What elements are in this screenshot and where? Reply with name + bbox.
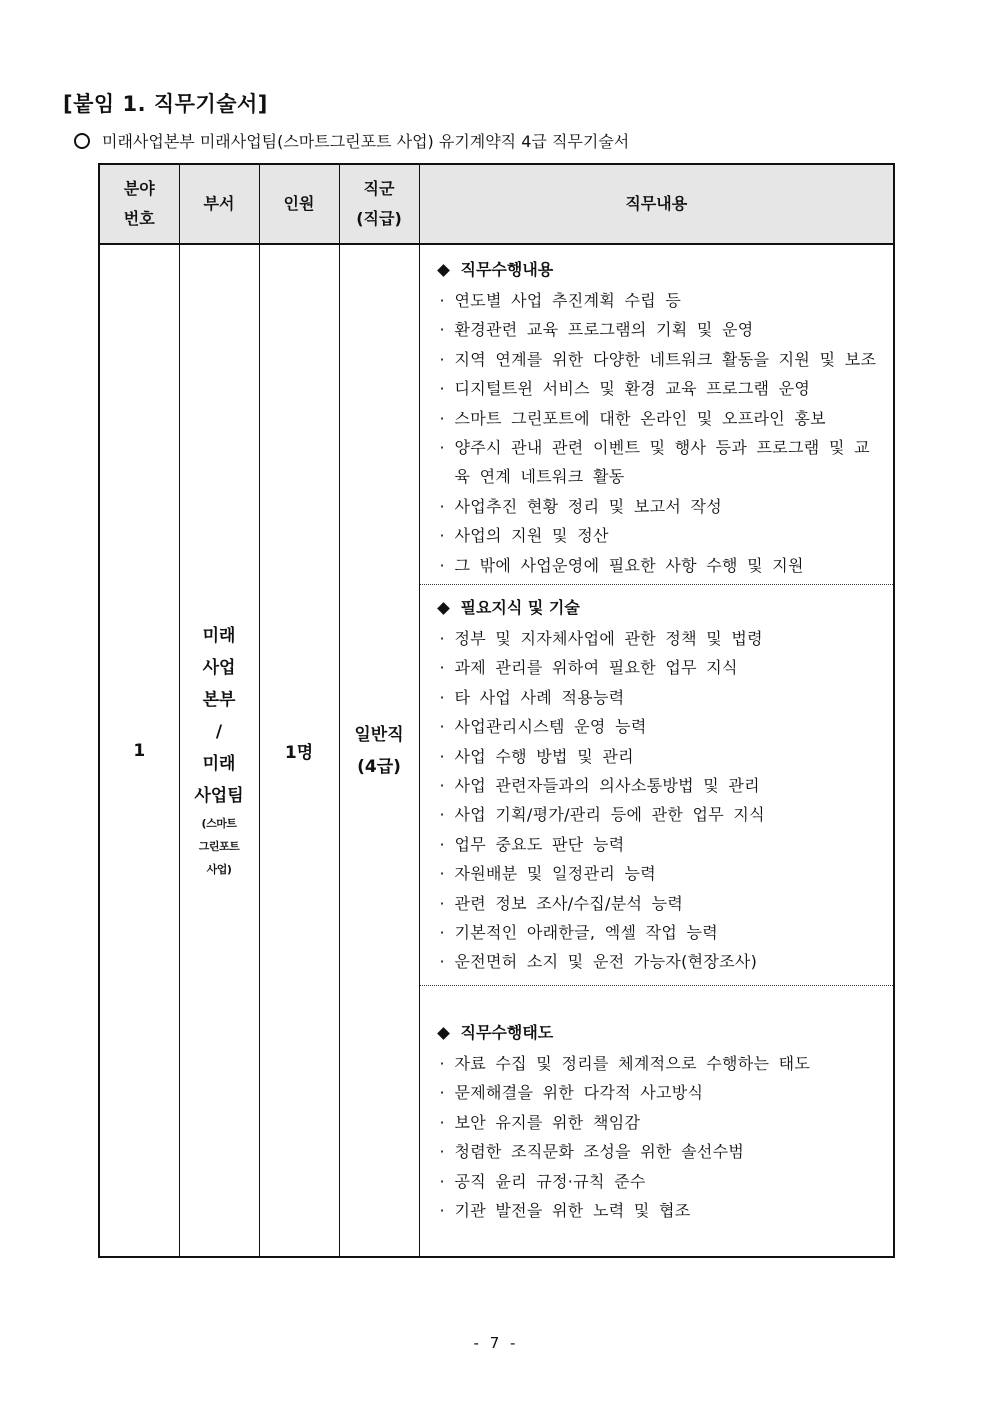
list-item-text: 자원배분 및 일정관리 능력 <box>454 864 656 884</box>
header-rank-line1: 직군 <box>363 179 395 198</box>
bullet-dot: · <box>439 1112 445 1132</box>
list-item <box>436 771 884 800</box>
department-line: 사업 <box>202 658 236 678</box>
header-rank-line2: (직급) <box>356 209 402 228</box>
bullet-dot: · <box>439 438 445 458</box>
list-item <box>436 492 884 521</box>
list-item <box>436 1078 884 1107</box>
list-item <box>436 712 884 741</box>
list-item <box>436 859 884 888</box>
bullet-dot: · <box>439 320 445 340</box>
document-title: [붙임 1. 직무기술서] <box>63 92 268 116</box>
bullet-dot: · <box>439 952 445 972</box>
bullet-dot: · <box>439 629 445 648</box>
department-line: / <box>215 722 223 742</box>
section-heading <box>436 596 884 620</box>
section-work-attitude <box>420 986 894 1256</box>
list-item <box>436 947 884 976</box>
header-field-number-line1: 분야 <box>123 179 155 198</box>
list-item <box>436 683 884 712</box>
list-item-text: 사업의 지원 및 정산 <box>454 526 609 546</box>
list-item-text: 보안 유지를 위한 책임감 <box>454 1112 641 1132</box>
field-number-cell: 1 <box>99 244 179 1257</box>
department-line: 미래 <box>202 626 236 646</box>
diamond-icon <box>437 264 450 277</box>
bullet-dot: · <box>439 555 445 575</box>
bullet-dot: · <box>439 805 445 825</box>
list-item <box>436 286 884 315</box>
list-item <box>436 404 884 433</box>
list-item-text: 문제해결을 위한 다각적 사고방식 <box>454 1083 704 1103</box>
headcount-cell: 1명 <box>259 244 339 1257</box>
bullet-dot: · <box>439 349 445 369</box>
list-item <box>436 374 884 403</box>
section-heading <box>436 258 884 282</box>
duty-list <box>436 624 884 977</box>
list-item-text: 양주시 관내 관련 이벤트 및 행사 등과 프로그램 및 교육 연계 네트워크 활동 <box>454 438 870 487</box>
list-item <box>436 1196 884 1225</box>
list-item-text: 사업관리시스템 운영 능력 <box>454 717 647 737</box>
department-note-line: 사업) <box>206 863 232 876</box>
bullet-dot: · <box>439 893 445 913</box>
list-item-text: 자료 수집 및 정리를 체계적으로 수행하는 태도 <box>454 1054 811 1073</box>
list-item <box>436 551 884 580</box>
list-item-text: 정부 및 지자체사업에 관한 정책 및 법령 <box>454 629 763 648</box>
list-item <box>436 830 884 859</box>
duties-cell <box>419 244 894 1257</box>
list-item-text: 사업 관련자들과의 의사소통방법 및 관리 <box>454 776 760 796</box>
list-item-text: 사업추진 현황 정리 및 보고서 작성 <box>454 496 723 516</box>
list-item <box>436 1108 884 1137</box>
bullet-dot: · <box>439 658 445 678</box>
list-item-text: 관련 정보 조사/수집/분석 능력 <box>454 893 684 913</box>
list-item <box>436 889 884 918</box>
department-cell <box>179 244 259 1257</box>
list-item-text: 지역 연계를 위한 다양한 네트워크 활동을 지원 및 보조 <box>454 349 877 369</box>
list-item-text: 연도별 사업 추진계획 수립 등 <box>454 291 682 310</box>
bullet-dot: · <box>439 1054 445 1073</box>
header-field-number <box>99 164 179 244</box>
bullet-dot: · <box>439 1142 445 1162</box>
list-item <box>436 800 884 829</box>
section-required-knowledge <box>420 585 894 986</box>
list-item <box>436 345 884 374</box>
department-line: 사업팀 <box>194 786 244 806</box>
list-item-text: 청렴한 조직문화 조성을 위한 솔선수범 <box>454 1142 745 1162</box>
header-rank <box>339 164 419 244</box>
list-item <box>436 315 884 344</box>
bullet-dot: · <box>439 408 445 428</box>
department-line: 미래 <box>202 754 236 774</box>
list-item-text: 기관 발전을 위한 노력 및 협조 <box>454 1201 691 1221</box>
diamond-icon <box>437 602 450 615</box>
bullet-dot: · <box>439 776 445 796</box>
list-item-text: 공직 윤리 규정·규칙 준수 <box>454 1171 646 1191</box>
document-subtitle <box>74 129 629 152</box>
bullet-dot: · <box>439 717 445 737</box>
section-title: 필요지식 및 기술 <box>460 598 580 617</box>
list-item <box>436 624 884 653</box>
rank-cell <box>339 244 419 1257</box>
bullet-dot: · <box>439 379 445 399</box>
list-item-text: 업무 중요도 판단 능력 <box>454 834 625 854</box>
list-item-text: 타 사업 사례 적용능력 <box>454 687 625 707</box>
list-item <box>436 1049 884 1078</box>
list-item <box>436 742 884 771</box>
bullet-dot: · <box>439 496 445 516</box>
department-note-line: 그린포트 <box>198 840 240 853</box>
header-field-number-line2: 번호 <box>123 209 155 228</box>
diamond-icon <box>437 1027 450 1040</box>
bullet-dot: · <box>439 526 445 546</box>
bullet-dot: · <box>439 864 445 884</box>
list-item-text: 운전면허 소지 및 운전 가능자(현장조사) <box>454 952 758 972</box>
department-line: 본부 <box>202 690 236 710</box>
section-title: 직무수행태도 <box>460 1023 554 1042</box>
circle-bullet-icon <box>74 133 90 149</box>
duty-list <box>436 286 884 580</box>
list-item-text: 그 밖에 사업운영에 필요한 사항 수행 및 지원 <box>454 555 804 575</box>
job-description-table <box>98 163 895 1258</box>
bullet-dot: · <box>439 687 445 707</box>
bullet-dot: · <box>439 746 445 766</box>
table-header-row <box>99 164 894 244</box>
subtitle-text: 미래사업본부 미래사업팀(스마트그린포트 사업) 유기계약직 4급 직무기술서 <box>102 132 630 151</box>
section-heading <box>436 1021 884 1045</box>
list-item <box>436 1167 884 1196</box>
bullet-dot: · <box>439 923 445 943</box>
section-duty-performance <box>420 245 894 585</box>
list-item-text: 디지털트윈 서비스 및 환경 교육 프로그램 운영 <box>454 379 811 399</box>
rank-line: 일반직 <box>354 724 404 745</box>
bullet-dot: · <box>439 291 445 310</box>
list-item <box>436 653 884 682</box>
department-note-line: (스마트 <box>201 817 237 830</box>
header-department: 부서 <box>179 164 259 244</box>
header-duties: 직무내용 <box>419 164 894 244</box>
duty-list <box>436 1049 884 1225</box>
rank-line: (4급) <box>357 756 401 777</box>
list-item <box>436 1137 884 1166</box>
list-item-text: 스마트 그린포트에 대한 온라인 및 오프라인 홍보 <box>454 408 826 428</box>
list-item-text: 기본적인 아래한글, 엑셀 작업 능력 <box>454 923 719 943</box>
list-item-text: 환경관련 교육 프로그램의 기획 및 운영 <box>454 320 754 340</box>
list-item-text: 과제 관리를 위하여 필요한 업무 지식 <box>454 658 738 678</box>
bullet-dot: · <box>439 834 445 854</box>
list-item <box>436 521 884 550</box>
list-item <box>436 433 884 492</box>
bullet-dot: · <box>439 1171 445 1191</box>
table-row <box>99 244 894 1257</box>
list-item-text: 사업 기획/평가/관리 등에 관한 업무 지식 <box>454 805 765 825</box>
section-title: 직무수행내용 <box>460 260 554 279</box>
list-item-text: 사업 수행 방법 및 관리 <box>454 746 634 766</box>
page-number: - 7 - <box>473 1334 519 1352</box>
bullet-dot: · <box>439 1083 445 1103</box>
header-headcount: 인원 <box>259 164 339 244</box>
list-item <box>436 918 884 947</box>
bullet-dot: · <box>439 1201 445 1221</box>
